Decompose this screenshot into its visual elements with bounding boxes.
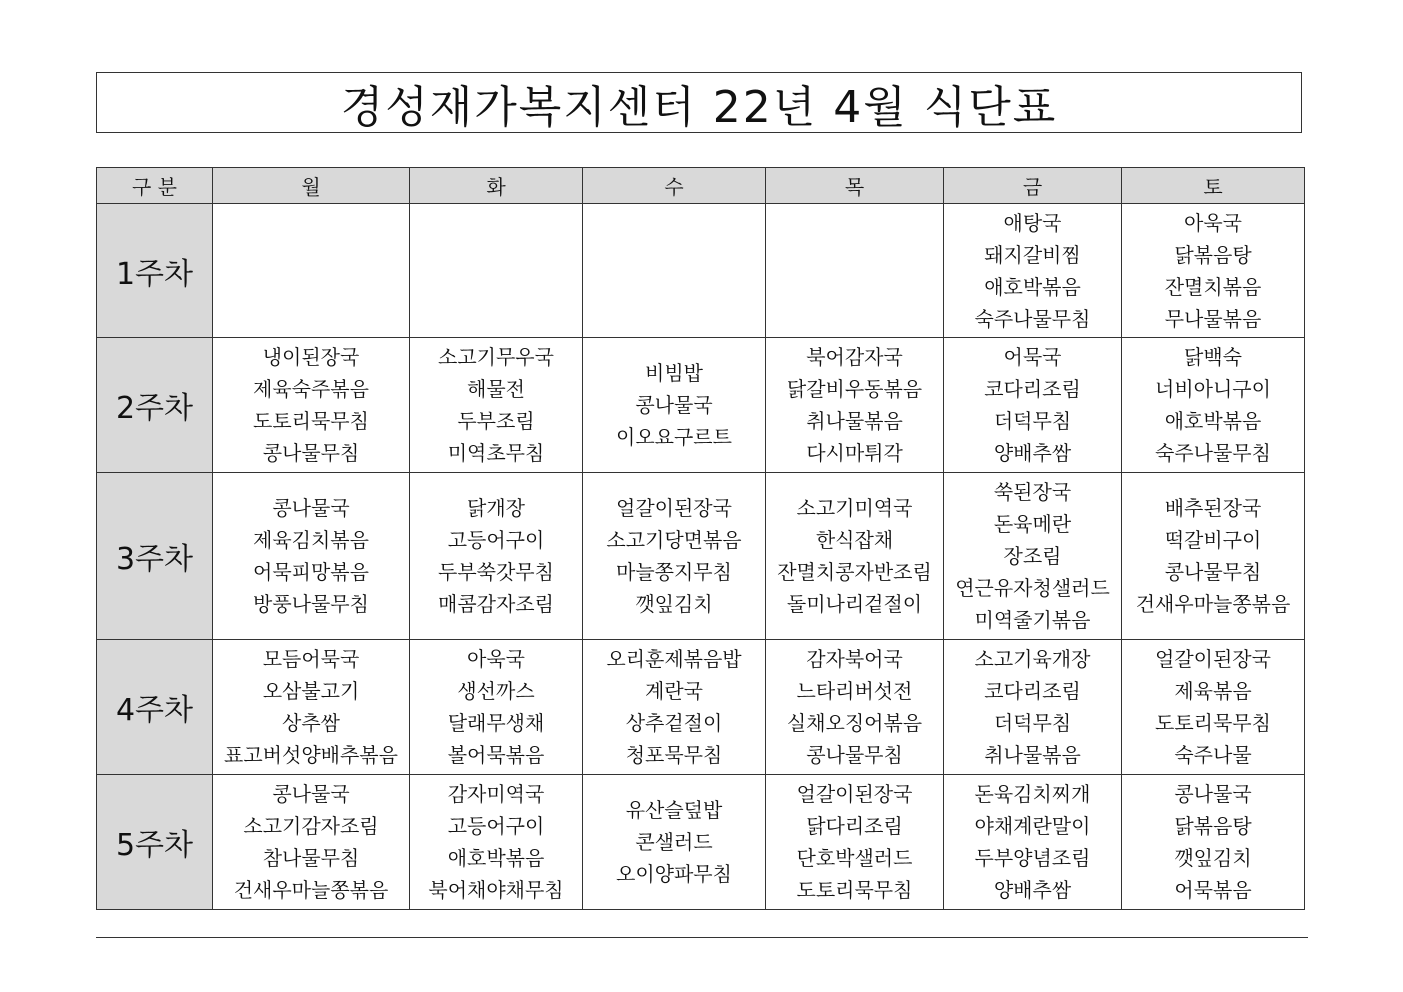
dish-item: 콩나물국 <box>272 496 350 520</box>
dish-item: 미역초무침 <box>447 441 545 465</box>
dish-item: 콘샐러드 <box>635 830 713 854</box>
menu-cell-tue <box>410 473 583 640</box>
dish-item: 도토리묵무침 <box>253 409 369 433</box>
menu-cell-sat <box>1122 640 1305 775</box>
dish-item: 어묵볶음 <box>1174 878 1252 902</box>
menu-cell-tue <box>410 204 583 338</box>
menu-cell-thu <box>766 473 944 640</box>
dish-item: 두부양념조림 <box>974 846 1091 870</box>
dish-item: 소고기감자조림 <box>243 814 379 838</box>
dish-item: 소고기육개장 <box>974 647 1091 671</box>
dish-item: 도토리묵무침 <box>796 878 913 902</box>
dish-item: 마늘쫑지무침 <box>616 560 732 584</box>
dish-item: 닭갈비우동볶음 <box>786 377 923 401</box>
dish-item: 고등어구이 <box>447 528 545 552</box>
dish-item: 감자북어국 <box>806 647 903 671</box>
dish-item: 냉이된장국 <box>262 345 360 369</box>
dish-item: 표고버섯양배추볶음 <box>224 743 398 767</box>
dish-item: 두부조림 <box>457 409 535 433</box>
menu-cell-wed <box>583 473 766 640</box>
dish-item: 느타리버섯전 <box>796 679 913 703</box>
header-day-fri: 금 <box>944 168 1122 204</box>
dish-item: 숙주나물 <box>1174 743 1252 767</box>
dish-item: 미역줄기볶음 <box>974 608 1091 632</box>
dish-item: 한식잡채 <box>815 528 894 552</box>
dish-item: 너비아니구이 <box>1155 377 1271 401</box>
menu-cell-sat <box>1122 338 1305 473</box>
dish-item: 취나물볶음 <box>806 409 903 433</box>
dish-item: 코다리조림 <box>984 377 1081 401</box>
menu-table <box>96 167 1305 910</box>
title-box <box>96 72 1302 133</box>
dish-item: 코다리조림 <box>984 679 1081 703</box>
bottom-divider <box>96 937 1308 938</box>
dish-item: 유산슬덮밥 <box>625 798 723 822</box>
dish-item: 상추쌈 <box>282 711 340 735</box>
header-day-sat: 토 <box>1122 168 1305 204</box>
dish-item: 깻잎김치 <box>635 592 713 616</box>
dish-item: 취나물볶음 <box>984 743 1081 767</box>
dish-item: 아욱국 <box>1184 210 1242 235</box>
menu-cell-fri <box>944 640 1122 775</box>
dish-item: 얼갈이된장국 <box>616 496 732 520</box>
header-day-thu: 목 <box>766 168 944 204</box>
menu-cell-mon <box>213 473 410 640</box>
dish-item: 애호박볶음 <box>1164 409 1262 433</box>
dish-item: 오리훈제볶음밥 <box>606 647 742 671</box>
menu-cell-thu <box>766 640 944 775</box>
week-row <box>97 473 1305 640</box>
dish-item: 장조림 <box>1003 544 1062 568</box>
dish-item: 잔멸치콩자반조림 <box>777 560 932 584</box>
dish-item: 실채오징어볶음 <box>786 711 923 735</box>
dish-item: 북어감자국 <box>806 345 903 369</box>
week-row <box>97 640 1305 775</box>
menu-cell-mon <box>213 338 410 473</box>
menu-cell-tue <box>410 338 583 473</box>
dish-item: 콩나물무침 <box>806 743 903 767</box>
dish-item: 두부쑥갓무침 <box>438 560 554 584</box>
dish-item: 잔멸치볶음 <box>1164 274 1262 299</box>
dish-item: 닭볶음탕 <box>1174 814 1252 838</box>
dish-item: 콩나물국 <box>272 782 350 806</box>
dish-item: 애탕국 <box>1003 210 1062 235</box>
dish-item: 돼지갈비찜 <box>984 242 1081 267</box>
page-title: 경성재가복지센터 22년 4월 식단표 <box>340 81 1058 133</box>
dish-item: 달래무생채 <box>447 711 545 735</box>
dish-item: 감자미역국 <box>447 782 545 806</box>
dish-item: 닭백숙 <box>1184 345 1242 369</box>
dish-item: 숙주나물무침 <box>974 306 1091 331</box>
dish-item: 콩나물무침 <box>262 441 360 465</box>
dish-item: 콩나물국 <box>1174 782 1252 806</box>
week-label: 4주차 <box>97 640 213 775</box>
menu-cell-fri <box>944 204 1122 338</box>
header-day-mon: 월 <box>213 168 410 204</box>
dish-item: 볼어묵볶음 <box>447 743 545 767</box>
menu-cell-thu <box>766 338 944 473</box>
dish-item: 배추된장국 <box>1164 496 1262 520</box>
dish-item: 계란국 <box>645 679 703 703</box>
dish-item: 숙주나물무침 <box>1155 441 1271 465</box>
dish-item: 고등어구이 <box>447 814 545 838</box>
dish-item: 쑥된장국 <box>993 480 1072 504</box>
dish-item: 연근유자청샐러드 <box>955 576 1110 600</box>
dish-item: 매콤감자조림 <box>438 592 554 616</box>
header-day-wed: 수 <box>583 168 766 204</box>
week-row <box>97 338 1305 473</box>
dish-item: 애호박볶음 <box>984 274 1081 299</box>
week-label: 1주차 <box>97 204 213 338</box>
menu-cell-fri <box>944 338 1122 473</box>
dish-item: 비빔밥 <box>645 361 703 385</box>
dish-item: 모듬어묵국 <box>262 647 360 671</box>
menu-cell-mon <box>213 204 410 338</box>
menu-cell-thu <box>766 204 944 338</box>
dish-item: 제육숙주볶음 <box>253 377 369 401</box>
dish-item: 이오요구르트 <box>616 425 732 449</box>
dish-item: 건새우마늘쫑볶음 <box>233 878 389 902</box>
dish-item: 어묵국 <box>1003 345 1062 369</box>
dish-item: 양배추쌈 <box>993 878 1072 902</box>
dish-item: 콩나물무침 <box>1164 560 1262 584</box>
menu-cell-sat <box>1122 775 1305 910</box>
dish-item: 상추겉절이 <box>625 711 723 735</box>
dish-item: 제육볶음 <box>1174 679 1252 703</box>
header-day-tue: 화 <box>410 168 583 204</box>
dish-item: 돈육김치찌개 <box>974 782 1091 806</box>
dish-item: 애호박볶음 <box>447 846 545 870</box>
dish-item: 양배추쌈 <box>993 441 1072 465</box>
dish-item: 소고기무우국 <box>438 345 554 369</box>
dish-item: 얼갈이된장국 <box>1155 647 1271 671</box>
dish-item: 야채계란말이 <box>974 814 1091 838</box>
week-label: 2주차 <box>97 338 213 473</box>
dish-item: 참나물무침 <box>262 846 360 870</box>
dish-item: 어묵피망볶음 <box>253 560 369 584</box>
dish-item: 오삼불고기 <box>262 679 360 703</box>
dish-item: 닭볶음탕 <box>1174 242 1252 267</box>
menu-cell-sat <box>1122 204 1305 338</box>
dish-item: 얼갈이된장국 <box>796 782 913 806</box>
week-label: 3주차 <box>97 473 213 640</box>
menu-cell-wed <box>583 338 766 473</box>
menu-cell-mon <box>213 640 410 775</box>
dish-item: 도토리묵무침 <box>1155 711 1271 735</box>
dish-item: 해물전 <box>467 377 525 401</box>
week-row <box>97 775 1305 910</box>
dish-item: 제육김치볶음 <box>253 528 369 552</box>
dish-item: 닭다리조림 <box>806 814 903 838</box>
dish-item: 생선까스 <box>457 679 535 703</box>
dish-item: 방풍나물무침 <box>253 592 369 616</box>
menu-cell-thu <box>766 775 944 910</box>
menu-cell-wed <box>583 640 766 775</box>
header-row <box>97 168 1305 204</box>
menu-cell-fri <box>944 473 1122 640</box>
dish-item: 건새우마늘쫑볶음 <box>1135 592 1291 616</box>
dish-item: 소고기미역국 <box>796 496 913 520</box>
menu-cell-sat <box>1122 473 1305 640</box>
week-row <box>97 204 1305 338</box>
dish-item: 떡갈비구이 <box>1164 528 1262 552</box>
menu-cell-fri <box>944 775 1122 910</box>
header-category: 구 분 <box>97 168 213 204</box>
dish-item: 북어채야채무침 <box>428 878 564 902</box>
menu-cell-mon <box>213 775 410 910</box>
dish-item: 더덕무침 <box>993 409 1072 433</box>
week-label: 5주차 <box>97 775 213 910</box>
dish-item: 아욱국 <box>467 647 525 671</box>
dish-item: 오이양파무침 <box>616 862 732 886</box>
menu-cell-wed <box>583 775 766 910</box>
dish-item: 닭개장 <box>467 496 525 520</box>
menu-cell-tue <box>410 775 583 910</box>
dish-item: 단호박샐러드 <box>796 846 913 870</box>
dish-item: 더덕무침 <box>993 711 1072 735</box>
dish-item: 청포묵무침 <box>625 743 723 767</box>
dish-item: 소고기당면볶음 <box>606 528 742 552</box>
dish-item: 돈육메란 <box>993 512 1072 536</box>
menu-cell-wed <box>583 204 766 338</box>
dish-item: 돌미나리겉절이 <box>786 592 923 616</box>
menu-body <box>97 204 1305 910</box>
dish-item: 깻잎김치 <box>1174 846 1252 870</box>
menu-cell-tue <box>410 640 583 775</box>
dish-item: 무나물볶음 <box>1164 306 1262 331</box>
dish-item: 다시마튀각 <box>806 441 903 465</box>
dish-item: 콩나물국 <box>635 393 713 417</box>
